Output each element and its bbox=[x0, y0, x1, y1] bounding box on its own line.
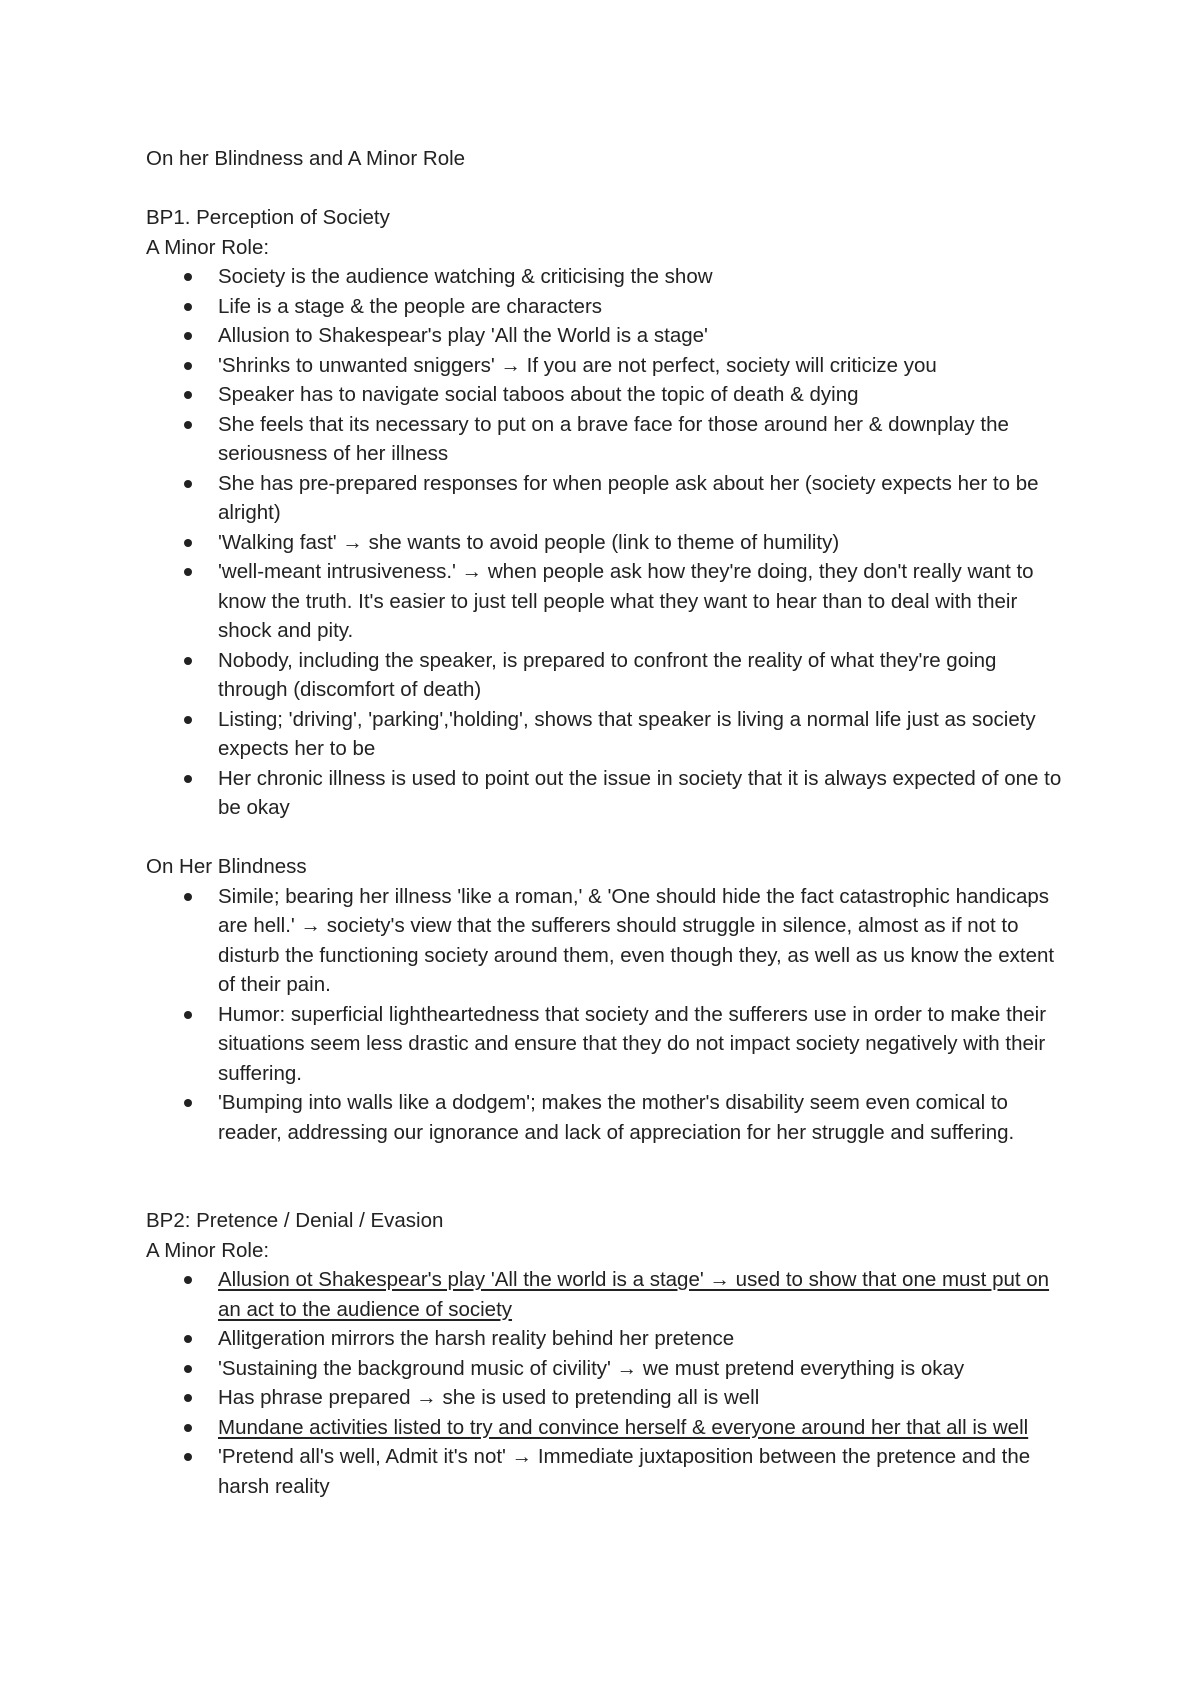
list-item-underlined: Mundane activities listed to try and convince herself & everyone around her that all is well bbox=[146, 1413, 1066, 1443]
document-title: On her Blindness and A Minor Role bbox=[146, 147, 466, 170]
list-item: Allusion to Shakespear's play 'All the World is a stage' bbox=[146, 321, 1066, 351]
bullet-list-bp2-minor-role bbox=[146, 1265, 1066, 1501]
list-item: Allitgeration mirrors the harsh reality behind her pretence bbox=[146, 1324, 1066, 1354]
list-item: Speaker has to navigate social taboos about the topic of death & dying bbox=[146, 380, 1066, 410]
list-item: 'Bumping into walls like a dodgem'; makes the mother's disability seem even comical to reader, addressing our ignorance and lack of appreciation for her struggle and suffering. bbox=[146, 1088, 1066, 1147]
list-item: 'well-meant intrusiveness.' → when people ask how they're doing, they don't really want to know the truth. It's easier to just tell people what they want to hear than to deal with their shock and pity. bbox=[146, 557, 1066, 646]
spacer bbox=[146, 823, 1066, 853]
list-item: Nobody, including the speaker, is prepared to confront the reality of what they're going through (discomfort of death) bbox=[146, 646, 1066, 705]
section-heading-bp2: BP2: Pretence / Denial / Evasion bbox=[146, 1209, 444, 1232]
document-page bbox=[146, 144, 1066, 1501]
list-item: She feels that its necessary to put on a brave face for those around her & downplay the seriousness of her illness bbox=[146, 410, 1066, 469]
list-item: 'Walking fast' → she wants to avoid people (link to theme of humility) bbox=[146, 528, 1066, 558]
list-item: 'Pretend all's well, Admit it's not' → Immediate juxtaposition between the pretence and the harsh reality bbox=[146, 1442, 1066, 1501]
list-item-underlined: Allusion ot Shakespear's play 'All the world is a stage' → used to show that one must put on an act to the audience of society bbox=[146, 1265, 1066, 1324]
spacer bbox=[146, 1147, 1066, 1206]
group-label-a-minor-role: A Minor Role: bbox=[146, 1238, 270, 1262]
list-item: Humor: superficial lightheartedness that society and the sufferers use in order to make their situations seem less drastic and ensure that they do not impact society negatively with their suffering. bbox=[146, 1000, 1066, 1089]
bullet-list-bp1-blindness bbox=[146, 882, 1066, 1148]
list-item: 'Sustaining the background music of civility' → we must pretend everything is okay bbox=[146, 1354, 1066, 1384]
list-item: Life is a stage & the people are characters bbox=[146, 292, 1066, 322]
bullet-list-bp1-minor-role bbox=[146, 262, 1066, 823]
list-item: Her chronic illness is used to point out the issue in society that it is always expected of one to be okay bbox=[146, 764, 1066, 823]
list-item: Has phrase prepared → she is used to pretending all is well bbox=[146, 1383, 1066, 1413]
section-heading-bp1: BP1. Perception of Society bbox=[146, 206, 390, 229]
list-item: Society is the audience watching & criticising the show bbox=[146, 262, 1066, 292]
list-item: She has pre-prepared responses for when people ask about her (society expects her to be alright) bbox=[146, 469, 1066, 528]
group-label-on-her-blindness: On Her Blindness bbox=[146, 855, 307, 878]
list-item: Listing; 'driving', 'parking','holding', shows that speaker is living a normal life just as society expects her to be bbox=[146, 705, 1066, 764]
spacer bbox=[146, 174, 1066, 204]
group-label-a-minor-role: A Minor Role: bbox=[146, 235, 270, 259]
list-item: 'Shrinks to unwanted sniggers' → If you are not perfect, society will criticize you bbox=[146, 351, 1066, 381]
list-item: Simile; bearing her illness 'like a roman,' & 'One should hide the fact catastrophic handicaps are hell.' → society's view that the sufferers should struggle in silence, almost as if not to disturb the functioning society around them, even though they, as well as us know the extent of their pain. bbox=[146, 882, 1066, 1000]
